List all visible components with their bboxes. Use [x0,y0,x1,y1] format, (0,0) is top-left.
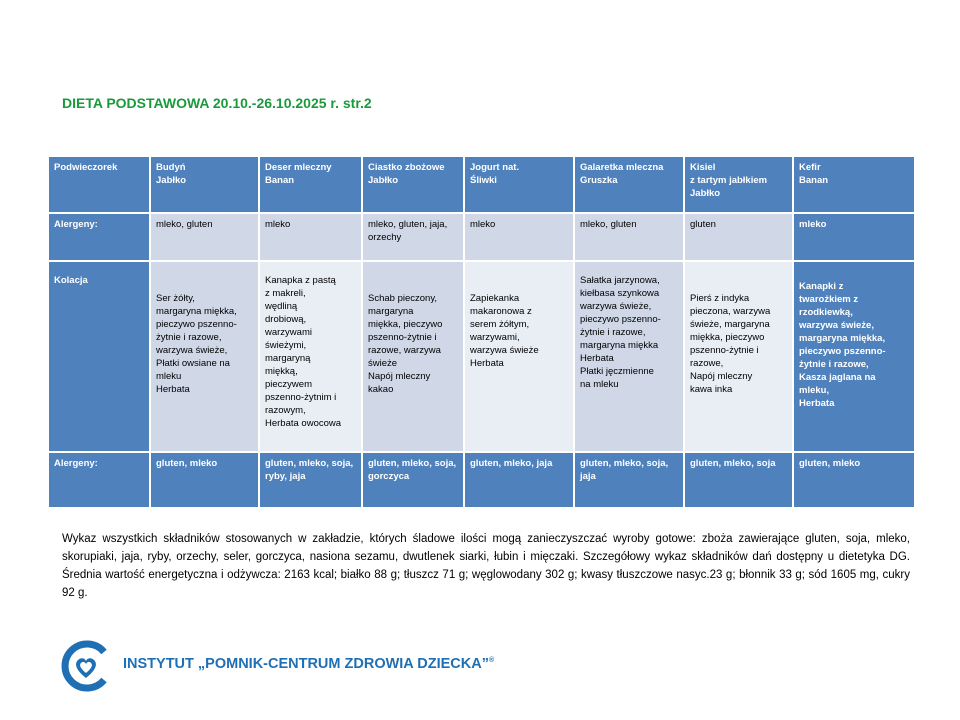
trademark-symbol: ® [488,657,495,665]
table-cell: Schab pieczony, margaryna miękka, pieczywo pszenno-żytnie i razowe, warzywa świeże Napój mleczny kakao [362,261,464,452]
row-label-dinner: Kolacja [48,261,150,452]
institute-name [123,656,494,672]
table-cell: Ser żółty, margaryna miękka, pieczywo pszenno- żytnie i razowe, warzywa świeże, Płatki owsiane na mleku Herbata [150,261,259,452]
heart-logo-icon [60,640,116,692]
table-cell: Kanapki z twarożkiem z rzodkiewką, warzywa świeże, margaryna miękka, pieczywo pszenno- żytnie i razowe, Kasza jaglana na mleku, Herbata [793,261,915,452]
table-cell: Zapiekanka makaronowa z serem żółtym, warzywami, warzywa świeże Herbata [464,261,574,452]
table-cell: mleko [464,213,574,261]
table-cell: gluten, mleko, soja, gorczyca [362,452,464,508]
row-label-allergens: Alergeny: [48,213,150,261]
table-cell: gluten, mleko, soja, ryby, jaja [259,452,362,508]
diet-table [47,155,916,509]
table-cell: Galaretka mleczna Gruszka [574,156,684,213]
allergen-info-paragraph: Wykaz wszystkich składników stosowanych w zakładzie, których śladowe ilości mogą zanieczyszczać wyroby gotowe: zboża zawierające gluten, soja, mleko, skorupiaki, jaja, ryby, orzechy, seler, gorczyca, nasiona sezamu, dwutlenek siarki, łubin i mięczaki. Szczegółowy wykaz składników dań dostępny u dietetyka DG. Średnia wartość energetyczna i odżywcza: 2163 kcal; białko 88 g; tłuszcz 71 g; węglowodany 302 g; kwasy tłuszczowe nasyc.23 g; błonnik 33 g; sód 1605 mg, cukry 92 g. [62,533,910,599]
table-cell: mleko [793,213,915,261]
page-title: DIETA PODSTAWOWA 20.10.-26.10.2025 r. str.2 [62,95,372,111]
table-cell: gluten, mleko [150,452,259,508]
table-cell: gluten, mleko, soja, jaja [574,452,684,508]
table-cell: gluten, mleko, soja [684,452,793,508]
table-cell: gluten [684,213,793,261]
row-label-afternoon-snack: Podwieczorek [48,156,150,213]
table-cell: Kisiel z tartym jabłkiem Jabłko [684,156,793,213]
table-cell: Pierś z indyka pieczona, warzywa świeże, margaryna miękka, pieczywo pszenno-żytnie i razowe, Napój mleczny kawa inka [684,261,793,452]
table-row-allergens-dinner [48,452,915,508]
table-cell: gluten, mleko, jaja [464,452,574,508]
table-row-allergens-snack [48,213,915,261]
table-cell: mleko, gluten [150,213,259,261]
table-cell: Jogurt nat. Śliwki [464,156,574,213]
table-cell: Kefir Banan [793,156,915,213]
table-cell: Ciastko zbożowe Jabłko [362,156,464,213]
table-cell: Budyń Jabłko [150,156,259,213]
row-label-allergens: Alergeny: [48,452,150,508]
table-cell: Kanapka z pastą z makreli, wędliną drobiową, warzywami świeżymi, margaryną miękką, pieczywem pszenno-żytnim i razowym, Herbata owocowa [259,261,362,452]
table-cell: gluten, mleko [793,452,915,508]
table-cell: Sałatka jarzynowa, kiełbasa szynkowa warzywa świeże, pieczywo pszenno- żytnie i razowe, margaryna miękka Herbata Płatki jęczmienne na mleku [574,261,684,452]
table-row-dinner [48,261,915,452]
table-cell: Deser mleczny Banan [259,156,362,213]
table-cell: mleko [259,213,362,261]
table-cell: mleko, gluten [574,213,684,261]
institute-name-text: INSTYTUT „POMNIK-CENTRUM ZDROWIA DZIECKA” [123,656,489,672]
table-row-afternoon-snack [48,156,915,213]
table-cell: mleko, gluten, jaja, orzechy [362,213,464,261]
institute-logo [60,640,495,692]
